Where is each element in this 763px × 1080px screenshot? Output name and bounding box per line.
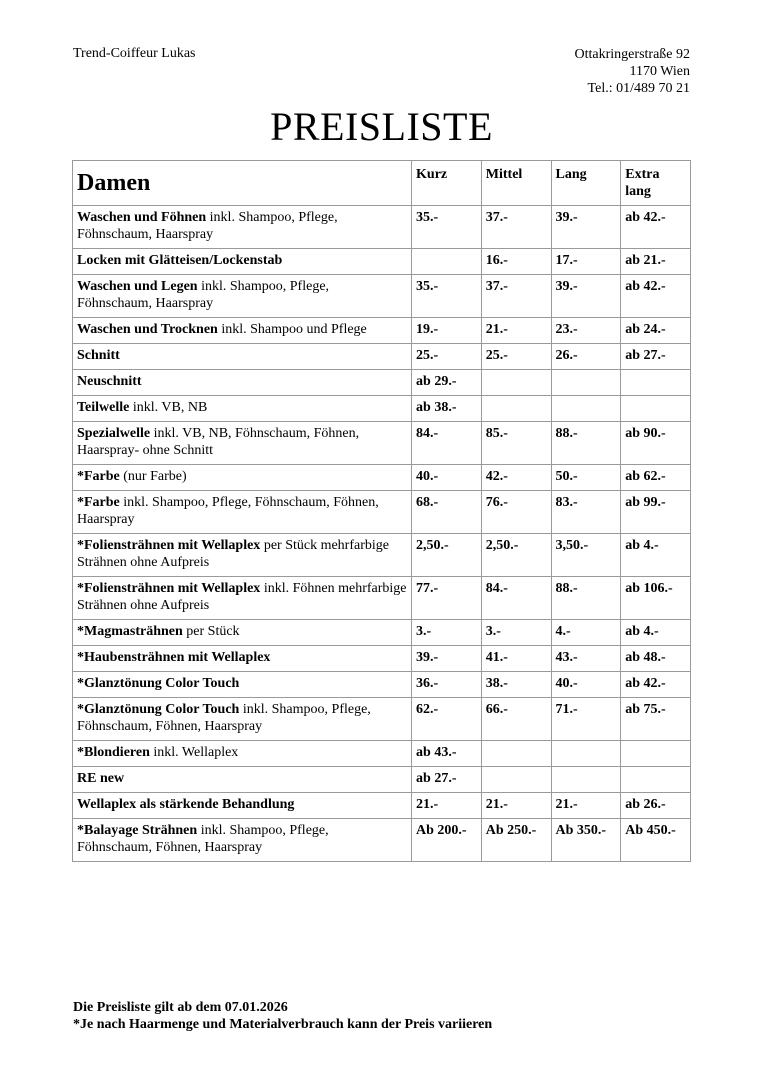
price-cell: 71.- — [551, 698, 621, 741]
service-detail: inkl. Shampoo, Pflege, Föhnschaum, Haarspray — [77, 279, 330, 311]
price-cell — [551, 396, 621, 422]
service-cell — [73, 767, 412, 793]
price-cell: ab 4.- — [621, 534, 691, 577]
service-cell — [73, 646, 412, 672]
table-row — [73, 206, 691, 249]
price-cell: Ab 450.- — [621, 819, 691, 862]
service-cell — [73, 249, 412, 275]
address-phone: Tel.: 01/489 70 21 — [587, 81, 690, 96]
service-cell — [73, 344, 412, 370]
price-cell: 2,50.- — [412, 534, 482, 577]
price-cell: ab 106.- — [621, 577, 691, 620]
footer-valid-from: Die Preisliste gilt ab dem 07.01.2026 — [73, 1000, 288, 1015]
service-cell — [73, 577, 412, 620]
price-cell — [481, 396, 551, 422]
price-cell: 42.- — [481, 465, 551, 491]
price-cell: Ab 350.- — [551, 819, 621, 862]
price-cell: 43.- — [551, 646, 621, 672]
table-row — [73, 672, 691, 698]
price-cell: ab 29.- — [412, 370, 482, 396]
service-cell — [73, 275, 412, 318]
price-cell: ab 99.- — [621, 491, 691, 534]
service-name: Neuschnitt — [77, 374, 142, 389]
table-row — [73, 819, 691, 862]
service-name: Wellaplex als stärkende Behandlung — [77, 797, 295, 812]
price-cell: 2,50.- — [481, 534, 551, 577]
price-cell: 41.- — [481, 646, 551, 672]
address-city: 1170 Wien — [629, 64, 690, 79]
table-row — [73, 318, 691, 344]
service-cell — [73, 206, 412, 249]
service-cell — [73, 422, 412, 465]
service-cell — [73, 741, 412, 767]
table-row — [73, 534, 691, 577]
price-cell — [551, 767, 621, 793]
price-cell: ab 42.- — [621, 672, 691, 698]
service-cell — [73, 672, 412, 698]
table-row — [73, 396, 691, 422]
table-row — [73, 275, 691, 318]
price-cell: ab 38.- — [412, 396, 482, 422]
table-row — [73, 370, 691, 396]
service-name: *Haubensträhnen mit Wellaplex — [77, 650, 271, 665]
column-header-kurz: Kurz — [412, 161, 482, 206]
service-cell — [73, 318, 412, 344]
price-cell — [481, 370, 551, 396]
service-cell — [73, 534, 412, 577]
price-cell: 37.- — [481, 206, 551, 249]
price-cell: 76.- — [481, 491, 551, 534]
price-cell: 68.- — [412, 491, 482, 534]
table-row — [73, 620, 691, 646]
price-cell — [412, 249, 482, 275]
service-cell — [73, 491, 412, 534]
price-cell: 50.- — [551, 465, 621, 491]
price-cell: 40.- — [412, 465, 482, 491]
shop-address — [575, 46, 690, 97]
price-cell: 3.- — [481, 620, 551, 646]
table-header-row — [73, 161, 691, 206]
service-name: *Glanztönung Color Touch — [77, 702, 240, 717]
price-cell: 26.- — [551, 344, 621, 370]
service-name: RE new — [77, 771, 125, 786]
price-cell: 39.- — [551, 206, 621, 249]
price-cell: ab 27.- — [621, 344, 691, 370]
column-header-extra-lang: Extra lang — [621, 161, 691, 206]
service-detail: per Stück — [182, 624, 240, 639]
table-row — [73, 491, 691, 534]
price-cell: 88.- — [551, 577, 621, 620]
price-cell: Ab 200.- — [412, 819, 482, 862]
price-cell: ab 48.- — [621, 646, 691, 672]
service-name: *Magmasträhnen — [77, 624, 183, 639]
price-cell: ab 90.- — [621, 422, 691, 465]
price-cell: ab 21.- — [621, 249, 691, 275]
price-cell: ab 27.- — [412, 767, 482, 793]
service-cell — [73, 819, 412, 862]
service-cell — [73, 465, 412, 491]
column-header-lang: Lang — [551, 161, 621, 206]
price-cell: ab 26.- — [621, 793, 691, 819]
service-name: *Glanztönung Color Touch — [77, 676, 240, 691]
price-cell — [621, 767, 691, 793]
price-cell — [621, 741, 691, 767]
price-cell: 21.- — [412, 793, 482, 819]
service-cell — [73, 698, 412, 741]
footer — [73, 999, 492, 1033]
price-cell: Ab 250.- — [481, 819, 551, 862]
price-cell: 21.- — [481, 318, 551, 344]
service-name: *Foliensträhnen mit Wellaplex — [77, 538, 261, 553]
service-detail: inkl. Shampoo, Pflege, Föhnschaum, Föhnen, Haarspray — [77, 495, 379, 527]
price-cell: 23.- — [551, 318, 621, 344]
price-cell: 38.- — [481, 672, 551, 698]
service-name: Waschen und Legen — [77, 279, 198, 294]
price-cell: 37.- — [481, 275, 551, 318]
price-cell — [481, 741, 551, 767]
price-cell: ab 42.- — [621, 275, 691, 318]
column-header-mittel: Mittel — [481, 161, 551, 206]
price-cell — [551, 370, 621, 396]
price-cell: 25.- — [481, 344, 551, 370]
table-row — [73, 249, 691, 275]
price-cell: ab 4.- — [621, 620, 691, 646]
price-cell: ab 62.- — [621, 465, 691, 491]
table-row — [73, 793, 691, 819]
service-cell — [73, 370, 412, 396]
price-cell: 4.- — [551, 620, 621, 646]
table-body — [73, 206, 691, 862]
price-cell: 36.- — [412, 672, 482, 698]
service-name: *Balayage Strähnen — [77, 823, 198, 838]
price-cell — [621, 370, 691, 396]
price-cell: 85.- — [481, 422, 551, 465]
table-row — [73, 698, 691, 741]
table-row — [73, 465, 691, 491]
price-cell: 84.- — [481, 577, 551, 620]
price-cell: 35.- — [412, 275, 482, 318]
service-name: Schnitt — [77, 348, 120, 363]
service-cell — [73, 793, 412, 819]
address-street: Ottakringerstraße 92 — [574, 47, 690, 62]
price-cell: ab 43.- — [412, 741, 482, 767]
price-cell: 35.- — [412, 206, 482, 249]
service-detail: inkl. Shampoo, Pflege, Föhnschaum, Föhnen, Haarspray — [77, 823, 329, 855]
price-cell: 39.- — [412, 646, 482, 672]
service-detail: inkl. Föhnen mehrfarbige Strähnen ohne Aufpreis — [77, 581, 407, 613]
footer-note: *Je nach Haarmenge und Materialverbrauch kann der Preis variieren — [73, 1017, 493, 1032]
service-cell — [73, 396, 412, 422]
price-cell: ab 42.- — [621, 206, 691, 249]
price-cell: 83.- — [551, 491, 621, 534]
service-detail: inkl. VB, NB, Föhnschaum, Föhnen, Haarspray- ohne Schnitt — [77, 426, 360, 458]
price-cell: 88.- — [551, 422, 621, 465]
service-name: Waschen und Trocknen — [77, 322, 218, 337]
shop-name: Trend-Coiffeur Lukas — [73, 46, 196, 61]
price-table — [72, 160, 691, 862]
price-cell: 84.- — [412, 422, 482, 465]
service-detail: inkl. Wellaplex — [149, 745, 239, 760]
service-detail: inkl. Shampoo und Pflege — [217, 322, 367, 337]
table-row — [73, 344, 691, 370]
price-cell: 19.- — [412, 318, 482, 344]
price-cell: 17.- — [551, 249, 621, 275]
price-cell — [551, 741, 621, 767]
table-row — [73, 741, 691, 767]
service-detail: (nur Farbe) — [119, 469, 187, 484]
price-cell: 25.- — [412, 344, 482, 370]
service-name: Spezialwelle — [77, 426, 151, 441]
price-cell: ab 75.- — [621, 698, 691, 741]
section-title: Damen — [73, 161, 412, 206]
service-name: *Farbe — [77, 469, 120, 484]
price-cell — [621, 396, 691, 422]
price-cell: 3.- — [412, 620, 482, 646]
service-detail: inkl. Shampoo, Pflege, Föhnschaum, Föhnen, Haarspray — [77, 702, 371, 734]
price-cell: 66.- — [481, 698, 551, 741]
price-cell: 77.- — [412, 577, 482, 620]
price-cell: 21.- — [481, 793, 551, 819]
service-name: Waschen und Föhnen — [77, 210, 207, 225]
table-row — [73, 422, 691, 465]
price-cell: ab 24.- — [621, 318, 691, 344]
service-name: *Foliensträhnen mit Wellaplex — [77, 581, 261, 596]
service-name: *Blondieren — [77, 745, 150, 760]
service-detail: inkl. VB, NB — [129, 400, 208, 415]
table-row — [73, 646, 691, 672]
service-detail: inkl. Shampoo, Pflege, Föhnschaum, Haarspray — [77, 210, 338, 242]
price-cell: 62.- — [412, 698, 482, 741]
service-cell — [73, 620, 412, 646]
table-row — [73, 767, 691, 793]
price-cell: 39.- — [551, 275, 621, 318]
price-cell: 21.- — [551, 793, 621, 819]
price-cell: 3,50.- — [551, 534, 621, 577]
page-title: PREISLISTE — [270, 104, 493, 149]
service-name: Locken mit Glätteisen/Lockenstab — [77, 253, 283, 268]
service-name: Teilwelle — [77, 400, 130, 415]
price-cell: 40.- — [551, 672, 621, 698]
service-name: *Farbe — [77, 495, 120, 510]
table-row — [73, 577, 691, 620]
price-cell: 16.- — [481, 249, 551, 275]
price-cell — [481, 767, 551, 793]
service-detail: per Stück mehrfarbige Strähnen ohne Aufpreis — [77, 538, 389, 570]
